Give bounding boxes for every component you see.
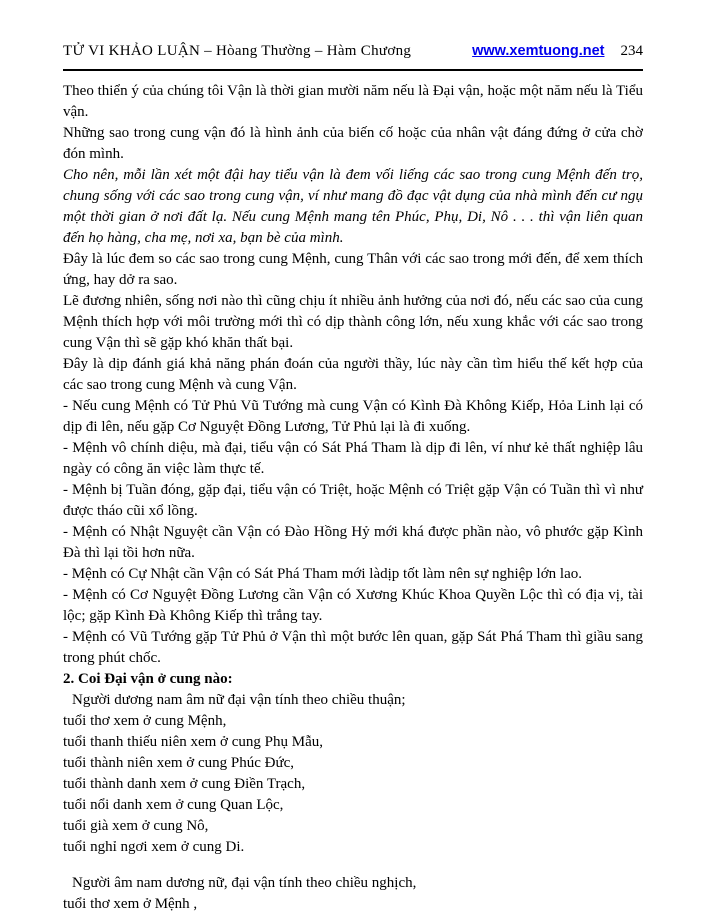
paragraph-dash-item: - Nếu cung Mệnh có Tử Phủ Vũ Tướng mà cung Vận có Kình Đà Không Kiếp, Hỏa Linh lại có dịp đi lên, nếu gặp Cơ Nguyệt Đồng Lương, Tử Phủ lại là đi xuống.	[63, 398, 643, 435]
list-line: tuổi thành danh xem ở cung Điền Trạch,	[63, 776, 306, 792]
page-number: 234	[620, 43, 643, 59]
list-line: tuổi nghỉ ngơi xem ở cung Di.	[63, 839, 245, 855]
page-header	[63, 43, 643, 71]
paragraph-italic: Cho nên, mỗi lần xét một đậi hay tiểu vận là đem vối liếng các sao trong cung Mệnh đến trọ, chung sống với các sao trong cung vận, ví như mang đồ đạc vật dụng của nhà mình đến cư ngụ một thời gian ở nơi đất lạ. Nếu cung Mệnh mang tên Phúc, Phụ, Di, Nô . . . thì vận liên quan đến họ hàng, cha mẹ, nơi xa, bạn bè của mình.	[63, 167, 643, 246]
paragraph-dash-item: - Mệnh có Cơ Nguyệt Đồng Lương cần Vận có Xương Khúc Khoa Quyền Lộc thì có địa vị, tài lộc; gặp Kình Đà Không Kiếp thì trắng tay.	[63, 587, 643, 624]
paragraph: Những sao trong cung vận đó là hình ảnh của biến cố hoặc của nhân vật đáng đứng ở cửa chờ đón mình.	[63, 125, 643, 162]
list-line: tuổi nổi danh xem ở cung Quan Lộc,	[63, 797, 284, 813]
paragraph: Đây là lúc đem so các sao trong cung Mệnh, cung Thân với các sao trong mới đến, để xem thích ứng, hay dở ra sao.	[63, 251, 643, 288]
document-body	[63, 81, 643, 915]
list-line: tuổi thơ xem ở cung Mệnh,	[63, 713, 227, 729]
section-heading: 2. Coi Đại vận ở cung nào:	[63, 671, 233, 687]
list-line: tuổi thơ xem ở Mệnh ,	[63, 896, 198, 912]
list-line: tuổi già xem ở cung Nô,	[63, 818, 209, 834]
header-website-link[interactable]: www.xemtuong.net	[472, 43, 605, 59]
paragraph-dash-item: - Mệnh bị Tuần đóng, gặp đại, tiểu vận có Triệt, hoặc Mệnh có Triệt gặp Vận có Tuần thì vì như được tháo cũi xổ lồng.	[63, 482, 643, 519]
spacer	[63, 858, 643, 873]
header-title: TỬ VI KHẢO LUẬN – Hòang Thường – Hàm Chương	[63, 43, 412, 59]
paragraph: Theo thiển ý của chúng tôi Vận là thời gian mười năm nếu là Đại vận, hoặc một năm nếu là Tiểu vận.	[63, 83, 643, 120]
list-line: tuổi thanh thiếu niên xem ở cung Phụ Mẫu,	[63, 734, 323, 750]
paragraph-dash-item: - Mệnh có Nhật Nguyệt cần Vận có Đào Hồng Hỷ mới khá được phần nào, vô phước gặp Kình Đà thì lại tồi hơn nữa.	[63, 524, 643, 561]
paragraph-dash-item: - Mệnh có Cự Nhật cần Vận có Sát Phá Tham mới làdịp tốt làm nên sự nghiệp lớn lao.	[63, 566, 582, 582]
paragraph: Lẽ đương nhiên, sống nơi nào thì cũng chịu ít nhiều ảnh hưởng của nơi đó, nếu các sao của cung Mệnh thích hợp với môi trường mới thì có dịp thành công lớn, nếu xung khắc với các sao trong cung Vận thì sẽ gặp khó khăn thất bại.	[63, 293, 643, 351]
paragraph: Đây là dịp đánh giá khả năng phán đoán của người thầy, lúc này cần tìm hiểu thế kết hợp của các sao trong cung Mệnh và cung Vận.	[63, 356, 643, 393]
intro-line-forward: Người dương nam âm nữ đại vận tính theo chiều thuận;	[72, 692, 406, 708]
intro-line-reverse: Người âm nam dương nữ, đại vận tính theo chiều nghịch,	[72, 875, 417, 891]
paragraph-dash-item: - Mệnh có Vũ Tướng gặp Tử Phủ ở Vận thì một bước lên quan, gặp Sát Phá Tham thì giầu sang trong phút chốc.	[63, 629, 643, 666]
list-line: tuổi thành niên xem ở cung Phúc Đức,	[63, 755, 295, 771]
paragraph-dash-item: - Mệnh vô chính diệu, mà đại, tiểu vận có Sát Phá Tham là dịp đi lên, ví như kẻ thất nghiệp lâu ngày có công ăn việc làm thực tế.	[63, 440, 643, 477]
